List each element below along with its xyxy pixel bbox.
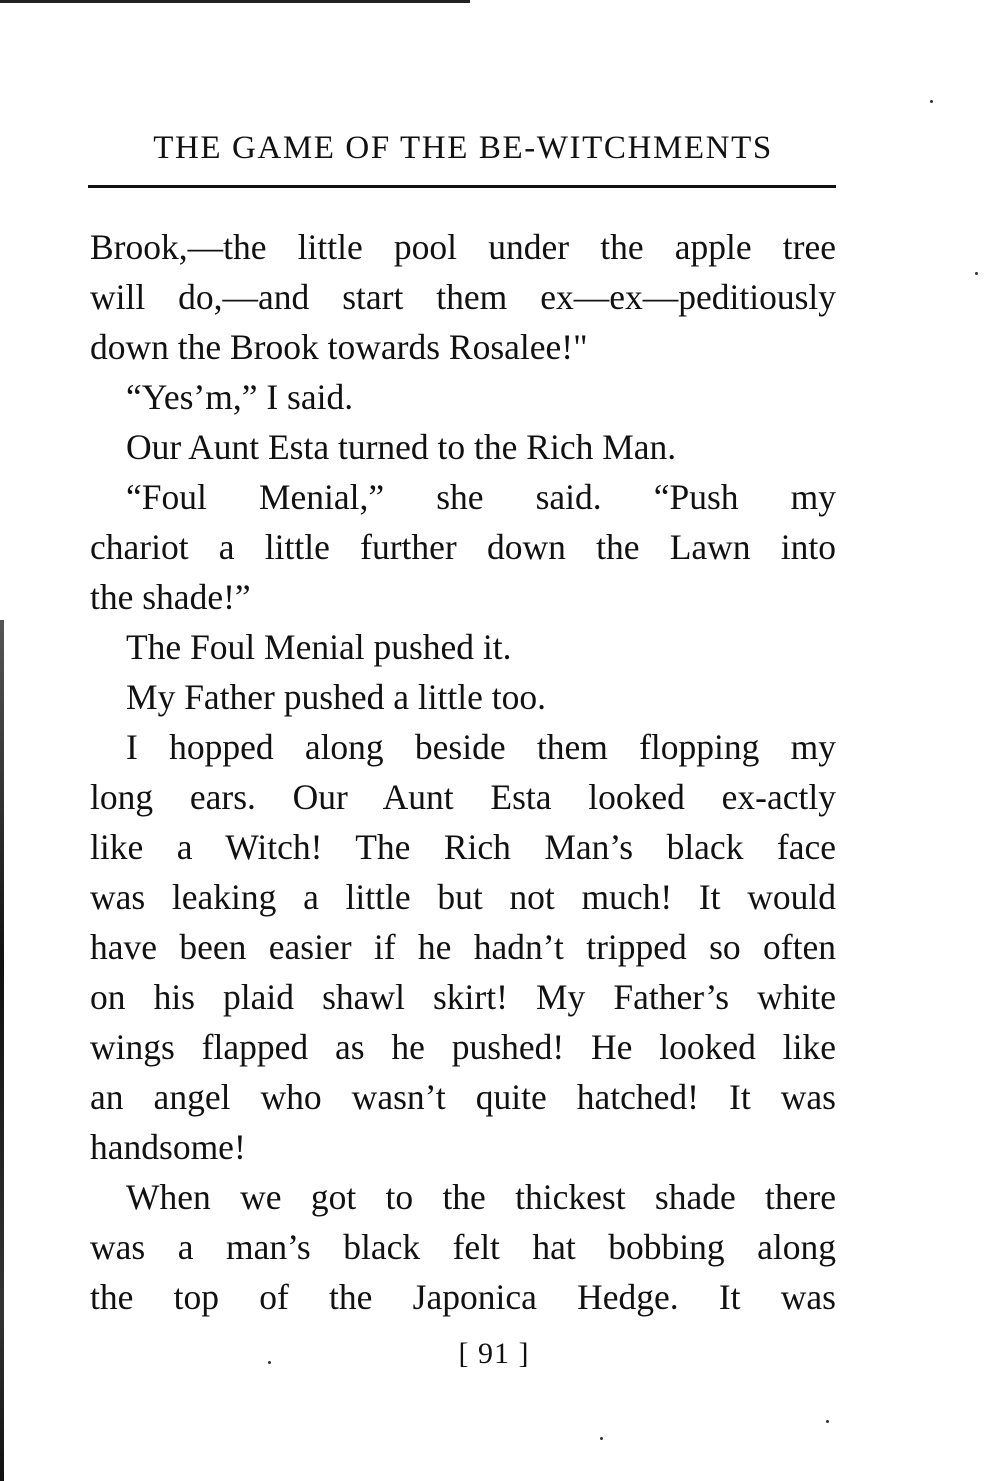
- text-line: will do,—and start them ex—ex—peditiously: [90, 277, 836, 317]
- scan-speck: [268, 1361, 271, 1364]
- running-head-rule: [88, 185, 836, 188]
- text-line: When we got to the thickest shade there: [126, 1177, 836, 1217]
- text-line: The Foul Menial pushed it.: [126, 627, 512, 667]
- scan-speck: [930, 100, 933, 103]
- text-line: handsome!: [90, 1127, 246, 1167]
- body-text: [90, 222, 836, 1322]
- text-line: wings flapped as he pushed! He looked like: [90, 1027, 836, 1067]
- top-edge-rule: [0, 0, 470, 3]
- text-line: Our Aunt Esta turned to the Rich Man.: [126, 427, 677, 467]
- running-head: THE GAME OF THE BE-WITCHMENTS: [153, 130, 773, 166]
- text-line: on his plaid shawl skirt! My Father’s white: [90, 977, 836, 1017]
- text-line: like a Witch! The Rich Man’s black face: [90, 827, 836, 867]
- scan-speck: [975, 272, 978, 275]
- page-number-label: [ 91 ]: [458, 1337, 530, 1370]
- page-number: [0, 1334, 988, 1374]
- text-line: have been easier if he hadn’t tripped so often: [90, 927, 836, 967]
- scan-speck: [826, 1420, 829, 1423]
- text-line: chariot a little further down the Lawn into: [90, 527, 836, 567]
- text-line: an angel who wasn’t quite hatched! It was: [90, 1077, 836, 1117]
- text-line: long ears. Our Aunt Esta looked ex-actly: [90, 777, 836, 817]
- text-line: I hopped along beside them flopping my: [126, 727, 836, 767]
- text-line: was a man’s black felt hat bobbing along: [90, 1227, 836, 1267]
- text-line: the top of the Japonica Hedge. It was: [90, 1277, 836, 1317]
- text-line: was leaking a little but not much! It would: [90, 877, 836, 917]
- text-line: “Foul Menial,” she said. “Push my: [126, 477, 836, 517]
- text-line: My Father pushed a little too.: [126, 677, 547, 717]
- text-line: “Yes’m,” I said.: [126, 377, 354, 417]
- text-line: down the Brook towards Rosalee!": [90, 327, 588, 367]
- text-line: Brook,—the little pool under the apple tree: [90, 227, 836, 267]
- text-line: the shade!”: [90, 577, 251, 617]
- scan-speck: [600, 1437, 603, 1440]
